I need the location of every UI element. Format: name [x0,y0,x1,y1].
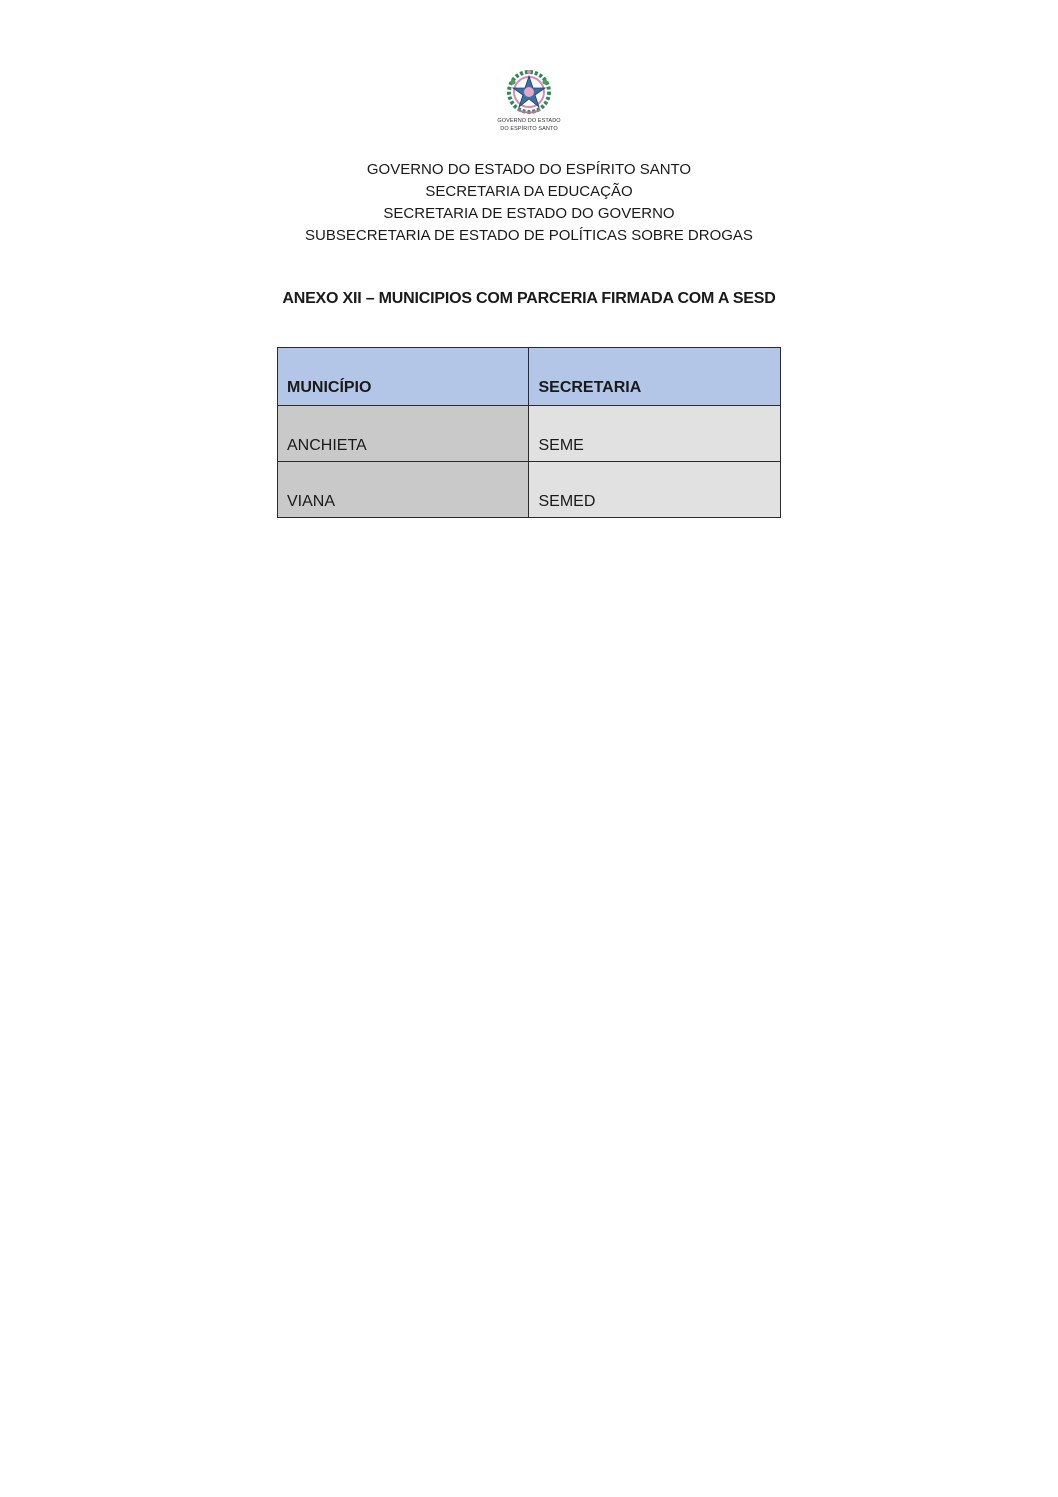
cell-municipio: ANCHIETA [278,406,529,462]
cell-secretaria: SEMED [529,462,781,518]
table-row [278,462,781,518]
document-title: ANEXO XII – MUNICIPIOS COM PARCERIA FIRMADA COM A SESD [282,290,776,307]
seal-caption-line1: GOVERNO DO ESTADO [497,118,561,124]
column-header-secretaria: SECRETARIA [529,348,781,406]
seal-caption-line2: DO ESPÍRITO SANTO [500,126,558,132]
coat-of-arms-icon [504,68,554,116]
cell-municipio: VIANA [278,462,529,518]
header-line-drug-policy: SUBSECRETARIA DE ESTADO DE POLÍTICAS SOBRE DROGAS [305,227,753,244]
state-coat-of-arms [490,68,568,140]
table-header-row [278,348,781,406]
header-line-state-government: SECRETARIA DE ESTADO DO GOVERNO [383,205,675,222]
header-line-government: GOVERNO DO ESTADO DO ESPÍRITO SANTO [366,161,692,178]
municipalities-table [277,347,781,518]
header-line-education: SECRETARIA DA EDUCAÇÃO [425,183,633,200]
cell-secretaria: SEME [529,406,781,462]
column-header-municipio: MUNICÍPIO [278,348,529,406]
table-row [278,406,781,462]
document-header [0,159,1058,247]
